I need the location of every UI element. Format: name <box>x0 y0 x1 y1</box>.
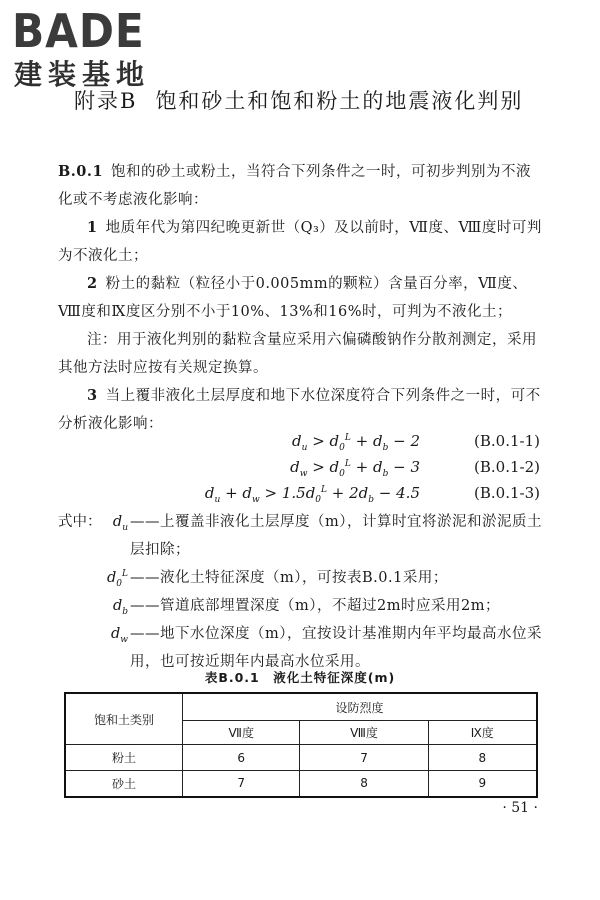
clause-paragraph <box>58 158 544 214</box>
table-cell: 9 <box>428 771 537 797</box>
table-row-label: 砂土 <box>65 771 183 797</box>
list-item <box>58 270 544 326</box>
formula-expression: $d_u > d_0^L + d_b - 2$ <box>292 432 420 453</box>
table-cell: 7 <box>300 745 428 771</box>
table-cell: 6 <box>183 745 300 771</box>
item-number: 2 <box>87 275 98 292</box>
item-text: 地质年代为第四纪晚更新世（Q₃）及以前时，Ⅶ度、Ⅷ度时可判为不液化土； <box>58 220 542 264</box>
formula-row <box>90 480 540 506</box>
definition-symbol: $d_u$ <box>112 514 128 533</box>
formula-row <box>90 454 540 480</box>
watermark-logo <box>12 6 182 92</box>
table-cell: 8 <box>300 771 428 797</box>
definition-symbol: $d_w$ <box>110 626 128 645</box>
table-row-header: 饱和土类别 <box>65 693 183 745</box>
item-number: 1 <box>87 219 98 236</box>
table-group-header: 设防烈度 <box>183 693 538 721</box>
item-number: 3 <box>87 387 98 404</box>
table-column-header: Ⅶ度 <box>183 721 300 745</box>
table-title: 表B.0.1 液化土特征深度(m) <box>204 670 396 685</box>
definition-text: ——液化土特征深度（m），可按表B.0.1采用； <box>130 570 448 586</box>
definition-lead: 式中： <box>58 514 102 530</box>
clause-text: 饱和的砂土或粉土，当符合下列条件之一时，可初步判别为不液化或不考虑液化影响： <box>58 164 532 208</box>
appendix-label: 附录B <box>74 89 138 113</box>
watermark-brand-cn: 建装基地 <box>14 58 151 91</box>
clause-number: B.0.1 <box>58 163 104 180</box>
definition-symbol: $d_0^L$ <box>106 569 128 589</box>
note-paragraph <box>58 326 544 382</box>
item-text: 当上覆非液化土层厚度和地下水位深度符合下列条件之一时，可不分析液化影响： <box>58 388 541 432</box>
table-cell: 8 <box>428 745 537 771</box>
definition-text: ——管道底部埋置深度（m），不超过2m时应采用2m； <box>130 598 500 614</box>
liquefaction-depth-table <box>64 692 538 798</box>
definition-row <box>58 592 544 620</box>
table-row <box>65 745 537 771</box>
formula-expression: $d_u + d_w > 1.5d_0^L + 2d_b - 4.5$ <box>204 484 420 505</box>
definition-symbol: $d_b$ <box>112 598 128 617</box>
definition-row <box>58 508 544 564</box>
table-column-header: Ⅸ度 <box>428 721 537 745</box>
table-row-label: 粉土 <box>65 745 183 771</box>
formula-number: (B.0.1-1) <box>474 432 540 450</box>
page-number: · 51 · <box>502 800 538 816</box>
table-cell: 7 <box>183 771 300 797</box>
table-column-header: Ⅷ度 <box>300 721 428 745</box>
list-item <box>58 214 544 270</box>
symbol-definitions <box>58 508 544 676</box>
definition-row <box>58 564 544 592</box>
formula-row <box>90 428 540 454</box>
item-text: 粉土的黏粒（粒径小于0.005mm的颗粒）含量百分率，Ⅶ度、Ⅷ度和Ⅸ度区分别不小于10%、13%和16%时，可判为不液化土； <box>58 276 528 320</box>
formula-number: (B.0.1-3) <box>474 484 540 502</box>
table-row <box>65 771 537 797</box>
definition-text: ——地下水位深度（m），宜按设计基准期内年平均最高水位采用，也可按近期年内最高水位采用。 <box>130 626 542 670</box>
appendix-heading <box>74 86 594 116</box>
definition-text: ——上覆盖非液化土层厚度（m），计算时宜将淤泥和淤泥质土层扣除； <box>130 514 542 558</box>
appendix-title: 饱和砂土和饱和粉土的地震液化判别 <box>155 89 524 113</box>
formula-number: (B.0.1-2) <box>474 458 540 476</box>
note-text: 注：用于液化判别的黏粒含量应采用六偏磷酸钠作分散剂测定，采用其他方法时应按有关规定换算。 <box>58 332 537 376</box>
formula-expression: $d_w > d_0^L + d_b - 3$ <box>290 458 420 479</box>
watermark-brand: BADE <box>12 4 145 58</box>
